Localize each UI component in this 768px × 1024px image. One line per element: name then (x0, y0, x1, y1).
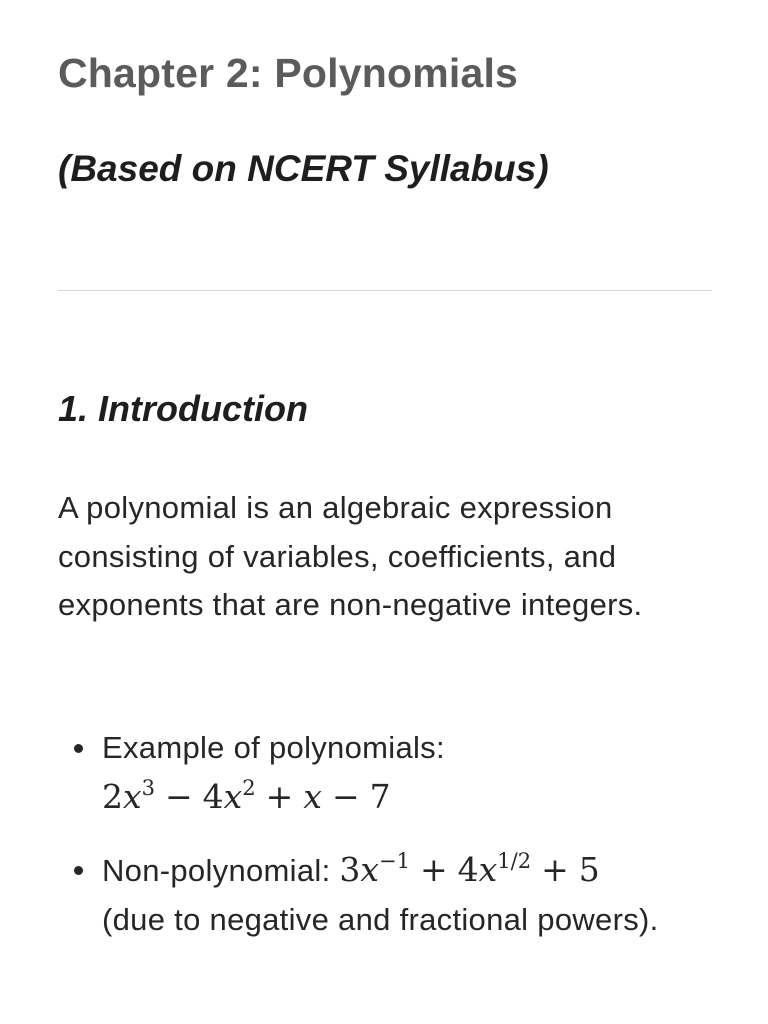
chapter-title: Chapter 2: Polynomials (58, 50, 519, 96)
section-divider (58, 290, 712, 291)
non-polynomial-expression: $3x^{-1} + 4x^{1/2} + 5$ (339, 849, 600, 889)
bullet-dot-icon (74, 744, 83, 753)
non-polynomial-label: Non-polynomial: (102, 853, 331, 888)
polynomial-examples-list (58, 724, 712, 944)
bullet-dot-icon (74, 866, 83, 875)
non-polynomial-note: (due to negative and fractional powers). (102, 901, 659, 937)
syllabus-subtitle: (Based on NCERT Syllabus) (58, 148, 549, 189)
introduction-paragraph: A polynomial is an algebraic expression consisting of variables, coefficients, and exponents that are non-negative integers. (58, 490, 643, 622)
polynomial-expression: $2x^3 - 4x^2 + x - 7$ (102, 775, 391, 816)
list-item-polynomial-example (58, 724, 712, 822)
section-heading-introduction: 1. Introduction (58, 388, 308, 429)
example-label: Example of polynomials: (102, 730, 445, 765)
list-item-non-polynomial (58, 846, 712, 944)
